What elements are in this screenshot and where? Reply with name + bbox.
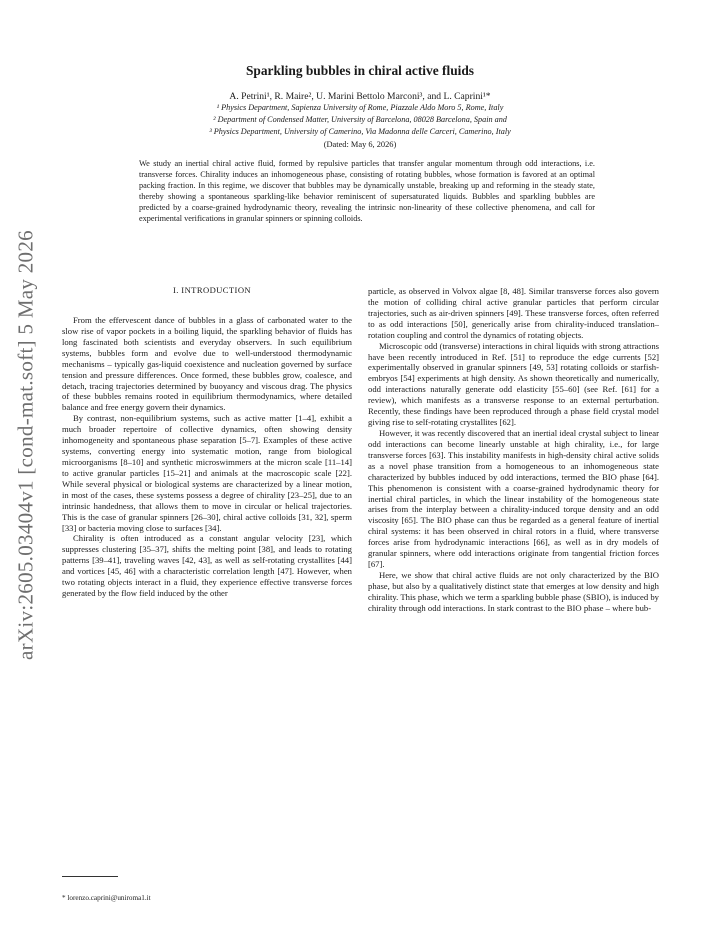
- arxiv-identifier: arXiv:2605.03404v1 [cond-mat.soft] 5 May 2026: [13, 230, 38, 660]
- body-column-left: [62, 315, 352, 599]
- date-line: (Dated: May 6, 2026): [323, 140, 397, 149]
- affiliation-1: ¹ Physics Department, Sapienza University of Rome, Piazzale Aldo Moro 5, Rome, Italy: [216, 103, 504, 112]
- paragraph: By contrast, non-equilibrium systems, such as active matter [1–4], exhibit a much broader repertoire of collective dynamics, often showing density inhomogeneity and spontaneous phase separation [5–7]. Examples of these active systems, converting energy into systematic motion, range from biological microorganisms [8–10] and synthetic microswimmers at the micron scale [11–14] to active granular particles [15–21] and animals at the macroscopic scale [22]. While several physical or biological systems are characterized by a linear motion, in most of the cases, these systems possess a degree of chirality [23–25], due to an intrinsic handedness, that allows them to move in circular or helical trajectories. This is the case of granular spinners [26–30], chiral active colloids [31, 32], sperm [33] or bacteria moving close to surfaces [34].: [62, 413, 352, 533]
- body-column-right: [368, 286, 659, 614]
- paragraph: particle, as observed in Volvox algae [8, 48]. Similar transverse forces also govern the motion of colliding chiral active granular particles that perform circular trajectories, such as air-driven spinners [49]. These transverse forces, often referred to as odd interactions [50], generically arise from chirality-induced translation–rotation coupling and control the dynamics of rotating objects.: [368, 286, 659, 340]
- footnote-rule: [62, 876, 118, 877]
- arxiv-sidebar-stamp: [2, 210, 50, 680]
- footnote-email: * lorenzo.caprini@uniroma1.it: [62, 894, 151, 902]
- abstract: We study an inertial chiral active fluid, formed by repulsive particles that transfer angular momentum through odd interactions, i.e. transverse forces. Chirality induces an inhomogeneous phase, consisting of rotating bubbles, whose formation is favored at an optimal packing fraction. In this regime, we discover that bubbles may be dynamically unstable, breaking up and reforming in the steady state, thereby showing a spontaneous sparkling-like behavior reminiscent of supersaturated liquids. Bubbles and sparkling bubbles are predicted by a coarse-grained hydrodynamic theory, revealing the intrinsic non-linearity of these collective phenomena, and call for experimental verifications in granular spinners or spinning colloids.: [139, 159, 595, 223]
- paragraph: However, it was recently discovered that an inertial ideal crystal subject to linear odd interactions can become linearly unstable at high chirality, i.e., for large transverse forces [63]. This instability manifests in high-density chiral active solids as a novel phase transition from a homogeneous to an inhomogeneous state characterized by bubbles induced by odd interactions, termed the BIO phase [64]. This phenomenon is consistent with a coarse-grained hydrodynamic theory for inertial chiral particles, in which the linear instability of the homogeneous state arises from the interplay between a chirality-induced torque density and an odd viscosity [65]. The BIO phase can thus be regarded as a general feature of inertial chiral systems: it has been observed in chiral rotors in a fluid, where transverse forces arise from hydrodynamic interactions [66], as well as in dry models of granular spinners, where odd interactions originate from tangential friction forces [67].: [368, 427, 659, 570]
- paragraph: Microscopic odd (transverse) interactions in chiral liquids with strong attractions have been recently introduced in Ref. [51] to reproduce the edge currents [52] experimentally observed in granular spinners [49, 53] rotating colloids or starfish-embryos [54] experiments at high density. As shown theoretically and numerically, odd interactions naturally generate odd elasticity [55–60] (see Ref. [61] for a review), which manifests as a transverse response to an external perturbation. Recently, these findings have been reproduced through a phase field crystal model giving rise to self-rotating crystallites [62].: [368, 340, 659, 428]
- affiliation-3: ³ Physics Department, University of Camerino, Via Madonna delle Carceri, Camerino, Italy: [209, 127, 511, 136]
- paper-title: Sparkling bubbles in chiral active fluids: [245, 63, 475, 78]
- paragraph: From the effervescent dance of bubbles in a glass of carbonated water to the slow rise of vapor pockets in a boiling liquid, the sparkling behavior of fluids has long fascinated both scientists and everyday observers. In such equilibrium systems, bubbles form and evolve due to well-understood thermodynamic mechanisms – typically gas-liquid coexistence and nucleation governed by surface tension and pressure differences. Once formed, these bubbles grow, coalesce, and detach, tracing trajectories determined by buoyancy and viscous drag. The physics of these bubbles remains rooted in equilibrium thermodynamics, where detailed balance and free energy govern their dynamics.: [62, 315, 352, 413]
- affiliation-2: ² Department of Condensed Matter, University of Barcelona, 08028 Barcelona, Spain and: [213, 115, 507, 124]
- author-list: A. Petrini¹, R. Maire², U. Marini Bettolo Marconi³, and L. Caprini¹*: [229, 91, 491, 102]
- paragraph: Chirality is often introduced as a constant angular velocity [23], which suppresses clustering [35–37], shifts the melting point [38], and leads to rotating patterns [39–41], traveling waves [42, 43], as well as self-rotating crystallites [44] and vortices [45, 46] with a characteristic correlation length [47]. However, when two rotating objects interact in a fluid, they experience effective transverse forces generated by the flow field induced by the other: [62, 533, 352, 599]
- paragraph: Here, we show that chiral active fluids are not only characterized by the BIO phase, but also by a qualitatively distinct state that emerges at low density and high chirality. This phase, which we term a sparkling bubble phase (SBIO), is induced by chirality through odd interactions. In stark contrast to the BIO phase – where bub-: [368, 569, 659, 613]
- section-heading: I. INTRODUCTION: [172, 285, 252, 295]
